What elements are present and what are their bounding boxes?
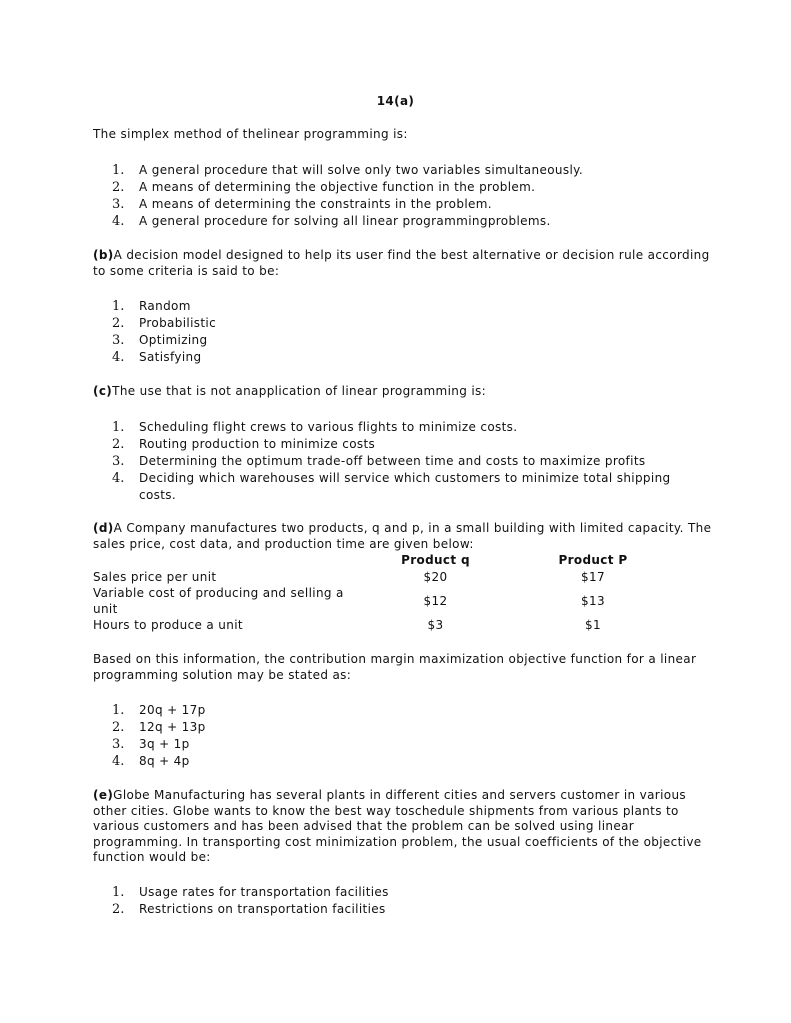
page-title: 14(a) xyxy=(376,94,415,108)
option-text: Satisfying xyxy=(139,350,202,364)
question-c-label: (c) xyxy=(93,384,113,398)
option-item xyxy=(112,298,692,315)
table-row xyxy=(93,618,653,634)
option-text: A general procedure for solving all linear programmingproblems. xyxy=(139,214,551,228)
option-item xyxy=(112,884,692,901)
table-cell-q: $12 xyxy=(423,594,448,608)
option-text: 12q + 13p xyxy=(139,720,206,734)
table-cell-label: Hours to produce a unit xyxy=(93,618,243,632)
option-text: Probabilistic xyxy=(139,316,217,330)
option-number: 4. xyxy=(112,350,125,365)
option-number: 2. xyxy=(112,437,125,452)
option-number: 4. xyxy=(112,471,125,486)
question-d-text xyxy=(93,521,713,552)
question-c-text xyxy=(93,384,713,400)
option-item xyxy=(112,196,692,213)
table-cell-p: $17 xyxy=(581,570,605,584)
option-number: 2. xyxy=(112,316,125,331)
option-number: 1. xyxy=(112,420,125,435)
option-item xyxy=(112,901,692,918)
question-a-options xyxy=(112,162,692,230)
option-text: Restrictions on transportation facilities xyxy=(139,902,386,916)
option-number: 4. xyxy=(112,214,125,229)
table-cell-label: Variable cost of producing and selling a unit xyxy=(93,586,344,616)
option-item xyxy=(112,179,692,196)
option-text: 20q + 17p xyxy=(139,703,206,717)
question-e-options xyxy=(112,884,692,918)
table-cell-q: $3 xyxy=(427,618,444,632)
option-number: 3. xyxy=(112,333,125,348)
question-c-options xyxy=(112,419,692,504)
cost-data-table xyxy=(93,553,653,634)
question-a-text: The simplex method of thelinear programming is: xyxy=(93,127,408,141)
option-text: 8q + 4p xyxy=(139,754,190,768)
option-item xyxy=(112,702,692,719)
table-cell-label: Sales price per unit xyxy=(93,570,217,584)
option-text: A general procedure that will solve only two variables simultaneously. xyxy=(139,163,584,177)
option-number: 1. xyxy=(112,163,125,178)
question-b-body: A decision model designed to help its user find the best alternative or decision rule according to some criteria is said to be: xyxy=(93,248,710,278)
question-b-label: (b) xyxy=(93,248,114,262)
option-item xyxy=(112,436,692,453)
table-row xyxy=(93,570,653,586)
table-header-row xyxy=(93,553,653,570)
option-item xyxy=(112,349,692,366)
option-number: 1. xyxy=(112,703,125,718)
question-e-body: Globe Manufacturing has several plants in different cities and servers customer in various other cities. Globe wants to know the best way toschedule shipments from various plants to various customers and has been advised that the problem can be solved using linear programming. In transporting cost minimization problem, the usual coefficients of the objective function would be: xyxy=(93,788,702,864)
table-cell-p: $1 xyxy=(585,618,601,632)
question-b-text xyxy=(93,248,713,279)
option-text: Deciding which warehouses will service which customers to minimize total shipping costs. xyxy=(139,471,671,502)
option-number: 2. xyxy=(112,720,125,735)
option-item xyxy=(112,162,692,179)
option-text: Routing production to minimize costs xyxy=(139,437,376,451)
option-item xyxy=(112,736,692,753)
option-item xyxy=(112,332,692,349)
option-text: A means of determining the constraints in the problem. xyxy=(139,197,492,211)
table-header-product-q: Product q xyxy=(401,553,470,567)
option-number: 2. xyxy=(112,180,125,195)
table-cell-q: $20 xyxy=(423,570,448,584)
option-number: 4. xyxy=(112,754,125,769)
option-number: 2. xyxy=(112,902,125,917)
question-d-label: (d) xyxy=(93,521,114,535)
option-item xyxy=(112,753,692,770)
option-number: 3. xyxy=(112,197,125,212)
option-text: Usage rates for transportation facilities xyxy=(139,885,389,899)
option-text: Optimizing xyxy=(139,333,208,347)
option-item xyxy=(112,315,692,332)
question-d-body: A Company manufactures two products, q and p, in a small building with limited capacity. The sales price, cost data, and production time are given below: xyxy=(93,521,712,551)
option-number: 1. xyxy=(112,299,125,314)
option-text: Determining the optimum trade-off between time and costs to maximize profits xyxy=(139,454,646,468)
option-item xyxy=(112,719,692,736)
question-c-body: The use that is not anapplication of linear programming is: xyxy=(112,384,487,398)
option-text: Random xyxy=(139,299,191,313)
option-text: Scheduling flight crews to various flights to minimize costs. xyxy=(139,420,518,434)
question-d-options xyxy=(112,702,692,770)
table-row xyxy=(93,586,653,618)
question-e-text xyxy=(93,788,703,866)
option-number: 3. xyxy=(112,737,125,752)
question-e-label: (e) xyxy=(93,788,114,802)
table-cell-p: $13 xyxy=(581,594,605,608)
option-number: 3. xyxy=(112,454,125,469)
option-item xyxy=(112,470,692,504)
option-text: 3q + 1p xyxy=(139,737,190,751)
option-item xyxy=(112,213,692,230)
question-b-options xyxy=(112,298,692,366)
option-item xyxy=(112,453,692,470)
option-number: 1. xyxy=(112,885,125,900)
option-text: A means of determining the objective function in the problem. xyxy=(139,180,536,194)
option-item xyxy=(112,419,692,436)
table-header-product-p: Product P xyxy=(558,553,628,567)
question-d-followup: Based on this information, the contribution margin maximization objective function for a linear programming solution may be stated as: xyxy=(93,652,697,682)
